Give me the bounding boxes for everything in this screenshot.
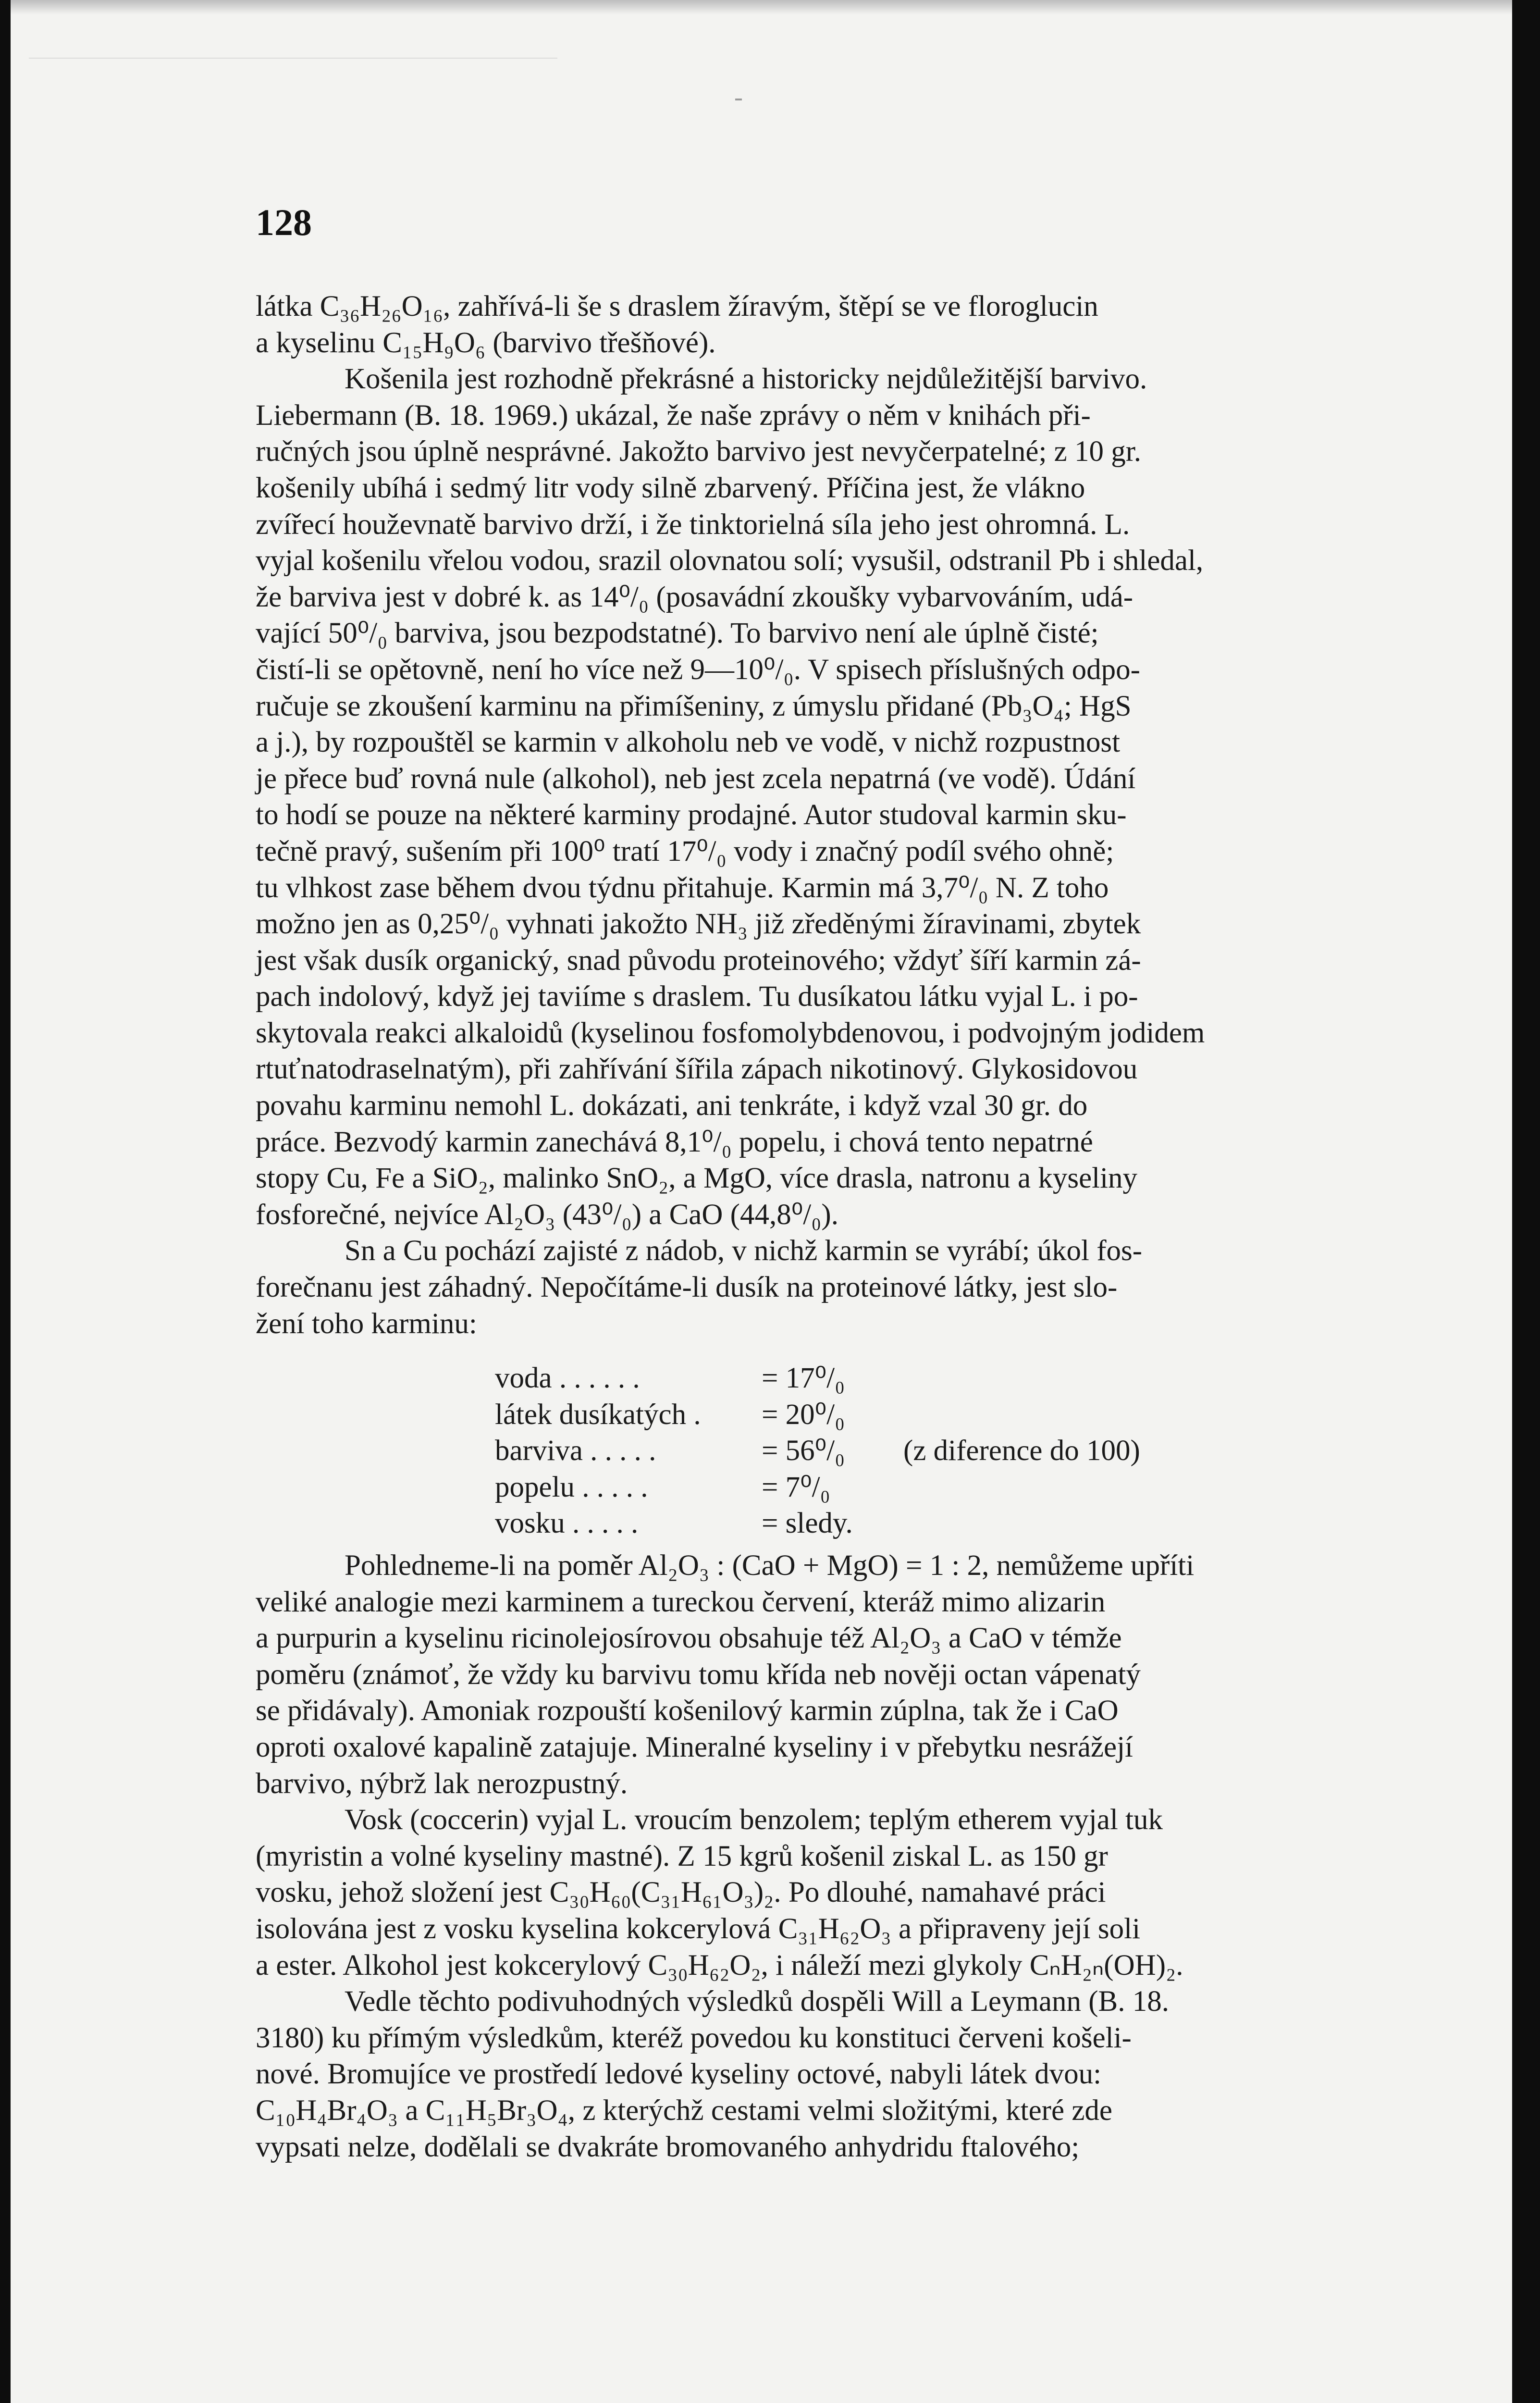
text-line: Sn a Cu pochází zajisté z nádob, v nichž karmin se vyrábí; úkol fos-	[345, 1235, 1143, 1267]
scan-left-border	[0, 0, 11, 2403]
text-line: zvířecí houževnatě barvivo drží, i že tinktorielná síla jeho jest ohromná. L.	[256, 508, 1130, 541]
text-line: vyjal košenilu vřelou vodou, srazil olovnatou solí; vysušil, odstranil Pb i shledal,	[256, 545, 1204, 577]
text-line: Liebermann (B. 18. 1969.) ukázal, že naše zprávy o něm v knihách při-	[256, 399, 1091, 432]
text-line: to hodí se pouze na některé karminy prodajné. Autor studoval karmin sku-	[256, 799, 1127, 831]
text-line: (myristin a volné kyseliny mastné). Z 15 kgrů košenil ziskal L. as 150 gr	[256, 1840, 1108, 1872]
composition-note: (z diference do 100)	[903, 1435, 1140, 1467]
composition-label: látek dusíkatých .	[495, 1398, 701, 1431]
composition-label: popelu . . . . .	[495, 1471, 648, 1503]
text-line: a ester. Alkohol jest kokcerylový C₃₀H₆₂O₂, i náleží mezi glykoly CₙH₂ₙ(OH)₂.	[256, 1949, 1183, 1982]
page-number: 128	[256, 201, 312, 243]
text-line: ručuje se zkoušení karminu na přimíšeniny, z úmyslu přidané (Pb₃O₄; HgS	[256, 690, 1132, 722]
composition-value: = sledy.	[762, 1507, 853, 1540]
composition-value: = 17⁰/₀	[762, 1362, 845, 1394]
composition-table	[495, 1360, 1360, 1542]
text-line: Vosk (coccerin) vyjal L. vroucím benzolem; teplým etherem vyjal tuk	[345, 1804, 1163, 1836]
text-line: C₁₀H₄Br₄O₃ a C₁₁H₅Br₃O₄, z kterýchž cestami velmi složitými, které zde	[256, 2094, 1112, 2127]
text-line: barvivo, nýbrž lak nerozpustný.	[256, 1767, 628, 1800]
text-line: veliké analogie mezi karminem a tureckou červení, kteráž mimo alizarin	[256, 1585, 1106, 1618]
text-line: látka C₃₆H₂₆O₁₆, zahřívá-li še s draslem žíravým, štěpí se ve floroglucin	[256, 290, 1098, 322]
text-line: a j.), by rozpouštěl se karmin v alkoholu neb ve vodě, v nichž rozpustnost	[256, 726, 1121, 759]
text-line: skytovala reakci alkaloidů (kyselinou fosfomolybdenovou, i podvojným jodidem	[256, 1016, 1205, 1049]
text-line: vosku, jehož složení jest C₃₀H₆₀(C₃₁H₆₁O₃)₂. Po dlouhé, namahavé práci	[256, 1876, 1106, 1909]
text-line: možno jen as 0,25⁰/₀ vyhnati jakožto NH₃ již zředěnými žíravinami, zbytek	[256, 908, 1141, 941]
text-line: vypsati nelze, dodělali se dvakráte bromovaného anhydridu ftalového;	[256, 2130, 1080, 2163]
composition-value: = 56⁰/₀	[762, 1435, 845, 1467]
text-line: práce. Bezvodý karmin zanechává 8,1⁰/₀ popelu, i chová tento nepatrné	[256, 1126, 1093, 1158]
text-line: se přidávaly). Amoniak rozpouští košenilový karmin zúplna, tak že i CaO	[256, 1695, 1119, 1727]
text-line: fosforečné, nejvíce Al₂O₃ (43⁰/₀) a CaO (44,8⁰/₀).	[256, 1198, 838, 1231]
text-line: Vedle těchto podivuhodných výsledků dospěli Will a Leymann (B. 18.	[345, 1985, 1169, 2018]
text-line: povahu karminu nemohl L. dokázati, ani tenkráte, i když vzal 30 gr. do	[256, 1090, 1088, 1122]
text-line: forečnanu jest záhadný. Nepočítáme-li dusík na proteinové látky, jest slo-	[256, 1271, 1118, 1304]
composition-label: vosku . . . . .	[495, 1507, 639, 1540]
table-row	[495, 1505, 1360, 1542]
scan-right-border	[1512, 0, 1540, 2403]
text-line: rtuťnatodraselnatým), při zahřívání šířila zápach nikotinový. Glykosidovou	[256, 1053, 1138, 1086]
table-row	[495, 1360, 1360, 1397]
table-row	[495, 1469, 1360, 1506]
text-line: a kyselinu C₁₅H₉O₆ (barvivo třešňové).	[256, 326, 716, 359]
text-line: ručných jsou úplně nesprávné. Jakožto barvivo jest nevyčerpatelné; z 10 gr.	[256, 435, 1141, 468]
text-line: stopy Cu, Fe a SiO₂, malinko SnO₂, a MgO, více drasla, natronu a kyseliny	[256, 1162, 1138, 1195]
text-line: nové. Bromujíce ve prostředí ledové kyseliny octové, nabyli látek dvou:	[256, 2058, 1102, 2091]
table-row	[495, 1433, 1360, 1469]
main-text-block-1	[256, 288, 1392, 1342]
text-line: žení toho karminu:	[256, 1307, 477, 1340]
main-text-block-2	[256, 1548, 1392, 2165]
text-line: pach indolový, když jej taviíme s draslem. Tu dusíkatou látku vyjal L. i po-	[256, 980, 1138, 1013]
text-line: je přece buď rovná nule (alkohol), neb jest zcela nepatrná (ve vodě). Údání	[256, 762, 1136, 795]
text-line: oproti oxalové kapalině zatajuje. Mineralné kyseliny i v přebytku nesrážejí	[256, 1731, 1133, 1763]
text-line: 3180) ku přímým výsledkům, kteréž povedou ku konstituci červeni košeli-	[256, 2021, 1132, 2054]
text-line: a purpurin a kyselinu ricinolejosírovou obsahuje též Al₂O₃ a CaO v témže	[256, 1622, 1122, 1655]
text-line: jest však dusík organický, snad původu proteinového; vždyť šíří karmin zá-	[256, 944, 1141, 977]
text-line: Pohledneme-li na poměr Al₂O₃ : (CaO + MgO) = 1 : 2, nemůžeme upříti	[345, 1549, 1195, 1582]
table-row	[495, 1397, 1360, 1433]
composition-label: voda . . . . . .	[495, 1362, 640, 1394]
scan-artifact	[29, 14, 557, 59]
text-line: Košenila jest rozhodně překrásné a historicky nejdůležitější barvivo.	[345, 363, 1147, 396]
text-line: poměru (známoť, že vždy ku barvivu tomu křída neb nověji octan vápenatý	[256, 1658, 1141, 1691]
text-line: isolována jest z vosku kyselina kokcerylová C₃₁H₆₂O₃ a připraveny její soli	[256, 1912, 1141, 1945]
composition-value: = 7⁰/₀	[762, 1471, 830, 1503]
scan-top-shadow	[0, 0, 1540, 14]
text-line: tu vlhkost zase během dvou týdnu přitahuje. Karmin má 3,7⁰/₀ N. Z toho	[256, 871, 1109, 904]
text-line: že barviva jest v dobré k. as 14⁰/₀ (posavádní zkoušky vybarvováním, udá-	[256, 581, 1133, 613]
composition-label: barviva . . . . .	[495, 1435, 656, 1467]
scan-mark	[735, 99, 742, 100]
text-line: vající 50⁰/₀ barviva, jsou bezpodstatné). To barvivo není ale úplně čisté;	[256, 617, 1099, 650]
text-line: košenily ubíhá i sedmý litr vody silně zbarvený. Příčina jest, že vlákno	[256, 471, 1085, 504]
composition-value: = 20⁰/₀	[762, 1398, 845, 1431]
text-line: tečně pravý, sušením při 100⁰ tratí 17⁰/₀ vody i značný podíl svého ohně;	[256, 835, 1114, 867]
text-line: čistí-li se opětovně, není ho více než 9—10⁰/₀. V spisech příslušných odpo-	[256, 653, 1140, 686]
